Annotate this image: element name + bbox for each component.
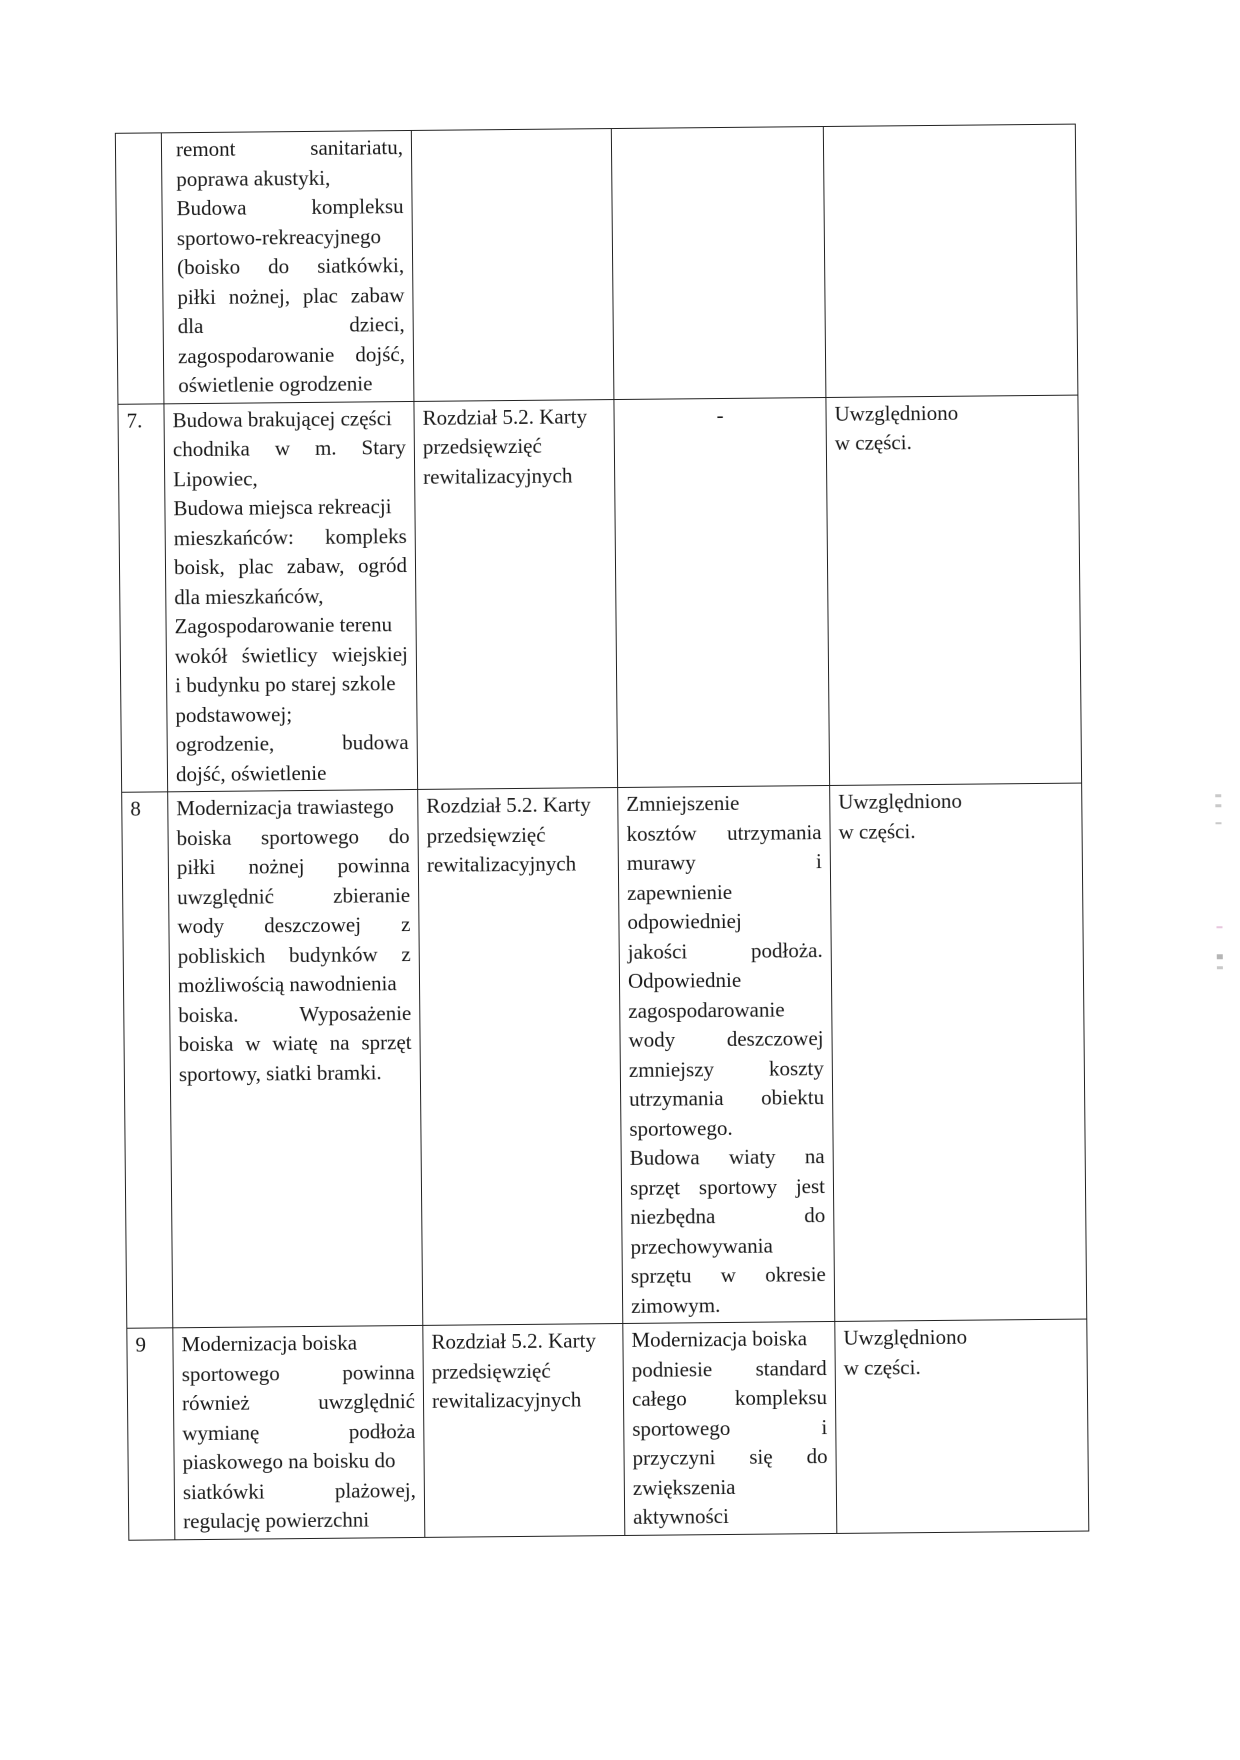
justification-cell-line: jakości podłoża. <box>627 937 823 964</box>
description-cell-line: dojść, oświetlenie <box>175 760 327 786</box>
description-cell-line: Modernizacja trawiastego <box>176 794 394 821</box>
description-cell <box>173 1325 425 1539</box>
justification-cell-line: kosztów utrzymania <box>626 819 822 846</box>
description-cell-line: sportowego powinna <box>181 1359 415 1386</box>
justification-cell-line: niezbędna do <box>630 1203 826 1229</box>
description-cell-line: oświetlenie ogrodzenie <box>178 371 373 398</box>
description-cell-line: piaskowego na boisku do <box>182 1448 396 1475</box>
status-cell <box>830 783 1087 1321</box>
description-cell-line: remont sanitariatu, <box>175 135 404 162</box>
row-number: 9 <box>127 1328 175 1540</box>
description-cell-line: możliwością nawodnienia <box>177 971 397 998</box>
status-cell-line: Uwzględniono <box>838 788 963 814</box>
description-cell-line: wymianę podłoża <box>182 1418 416 1445</box>
status-cell-line: Uwzględniono <box>834 400 959 426</box>
reference-cell-line: przedsięwzięć <box>426 822 546 848</box>
scan-margin-artifacts <box>1213 794 1227 994</box>
reference-cell-line: przedsięwzięć <box>431 1358 551 1384</box>
description-cell-line: Modernizacja boiska <box>181 1330 358 1357</box>
reference-cell-line: przedsięwzięć <box>422 433 542 459</box>
row-number: 8 <box>122 792 173 1328</box>
justification-cell <box>618 785 835 1323</box>
consultation-table <box>115 124 1089 1541</box>
status-cell-line: w części. <box>834 430 912 455</box>
justification-cell-line: utrzymania obiektu <box>629 1085 825 1111</box>
justification-cell-line: murawy i <box>626 849 822 875</box>
table-row <box>122 783 1087 1328</box>
justification-cell-line: Odpowiednie <box>627 967 742 993</box>
justification-cell-line: sprzętu w okresie <box>630 1262 826 1288</box>
description-cell-line: chodnika w m. Stary <box>172 435 406 462</box>
justification-cell-line: całego kompleksu <box>631 1385 828 1411</box>
reference-cell-line: Rozdział 5.2. Karty <box>422 403 588 430</box>
scan-speck <box>1216 822 1222 824</box>
description-cell-line: piłki nożnej, plac zabaw <box>177 282 405 309</box>
status-cell-line: w części. <box>843 1354 921 1380</box>
row-number: 7. <box>118 403 168 792</box>
description-cell-line: Budowa brakującej części <box>172 405 392 432</box>
status-cell <box>823 124 1078 397</box>
reference-cell-line: rewitalizacyjnych <box>426 851 577 877</box>
table-row <box>118 395 1082 793</box>
justification-cell-line: Modernizacja boiska <box>631 1326 808 1352</box>
description-cell <box>161 130 414 403</box>
row-number <box>115 133 164 404</box>
description-cell <box>168 789 423 1327</box>
description-cell-line: boiska sportowego do <box>176 823 410 850</box>
justification-cell-line: przyczyni się do <box>632 1444 828 1470</box>
justification-cell-line: zagospodarowanie <box>628 996 785 1023</box>
justification-cell <box>614 397 830 788</box>
justification-cell-line: aktywności <box>633 1503 729 1529</box>
justification-cell-line: odpowiedniej <box>627 908 742 934</box>
description-cell-line: i budynku po starej szkole <box>175 671 396 698</box>
description-cell-line: boisk, plac zabaw, ogród <box>173 553 408 580</box>
justification-cell-line: Zmniejszenie <box>626 790 740 816</box>
reference-cell-line: rewitalizacyjnych <box>423 462 573 489</box>
description-cell-line: sportowy, siatki bramki. <box>178 1059 382 1086</box>
status-cell <box>826 395 1082 786</box>
justification-cell <box>611 127 826 400</box>
description-cell <box>164 401 418 792</box>
description-cell-line: Budowa kompleksu <box>176 194 404 221</box>
scan-speck <box>1215 794 1221 797</box>
reference-cell <box>423 1323 625 1536</box>
description-cell-line: Budowa miejsca rekreacji <box>173 494 392 521</box>
justification-cell-line: Budowa wiaty na <box>629 1144 825 1170</box>
description-cell-line: piłki nożnej powinna <box>176 853 410 880</box>
justification-cell-line: zimowym. <box>630 1292 721 1318</box>
justification-cell-line: zwiększenia <box>632 1474 736 1500</box>
description-cell-line: ogrodzenie, budowa <box>175 730 409 757</box>
justification-cell-line: przechowywania <box>630 1233 773 1259</box>
description-cell-line: regulację powierzchni <box>183 1507 370 1534</box>
reference-cell-line: Rozdział 5.2. Karty <box>431 1328 597 1354</box>
justification-cell-line: zapewnienie <box>627 879 733 905</box>
reference-cell-line: Rozdział 5.2. Karty <box>426 792 591 818</box>
scan-speck <box>1215 804 1221 807</box>
status-cell-line: Uwzględniono <box>843 1324 968 1350</box>
scan-speck <box>1217 926 1223 928</box>
justification-cell-line: sprzęt sportowy jest <box>629 1173 826 1200</box>
reference-cell <box>418 788 623 1326</box>
justification-cell <box>623 1321 837 1535</box>
justification-cell-line: wody deszczowej <box>628 1026 824 1052</box>
description-cell-line: siatkówki plażowej, <box>182 1477 416 1504</box>
description-cell-line: (boisko do siatkówki, <box>177 253 405 280</box>
description-cell-line: również uwzględnić <box>181 1388 416 1416</box>
description-cell-line: mieszkańców: kompleks <box>173 523 407 550</box>
scan-speck <box>1217 954 1223 959</box>
description-cell-line: Lipowiec, <box>173 465 258 491</box>
status-cell <box>835 1319 1089 1533</box>
reference-cell <box>414 399 618 789</box>
description-cell-line: podstawowej; <box>175 701 293 727</box>
justification-cell-line: zmniejszy koszty <box>628 1055 824 1082</box>
justification-cell-line: - <box>716 402 724 427</box>
justification-cell-line: sportowego i <box>632 1414 828 1441</box>
description-cell-line: wokół świetlicy wiejskiej <box>174 641 408 668</box>
table-body <box>115 124 1088 1540</box>
description-cell-line: uwzględnić zbieranie <box>177 882 411 909</box>
table-row <box>127 1319 1089 1540</box>
description-cell-line: sportowo-rekreacyjnego <box>176 223 382 250</box>
description-cell-line: poprawa akustyki, <box>176 165 331 191</box>
description-cell-line: boiska w wiatę na sprzęt <box>178 1030 412 1057</box>
description-cell-line: zagospodarowanie dojść, <box>177 341 406 368</box>
description-cell-line: dla dzieci, <box>177 312 405 339</box>
justification-cell-line: podniesie standard <box>631 1355 827 1382</box>
description-cell-line: wody deszczowej z <box>177 912 411 939</box>
scan-speck <box>1217 966 1223 969</box>
status-cell-line: w części. <box>838 818 916 844</box>
description-cell-line: boiska. Wyposażenie <box>178 1000 412 1027</box>
justification-cell-line: sportowego. <box>629 1115 733 1141</box>
description-cell-line: dla mieszkańców, <box>174 583 324 609</box>
reference-cell-line: rewitalizacyjnych <box>431 1387 582 1413</box>
reference-cell <box>411 129 614 401</box>
description-cell-line: Zagospodarowanie terenu <box>174 612 393 639</box>
description-cell-line: pobliskich budynków z <box>177 941 411 968</box>
table-row <box>115 124 1078 404</box>
